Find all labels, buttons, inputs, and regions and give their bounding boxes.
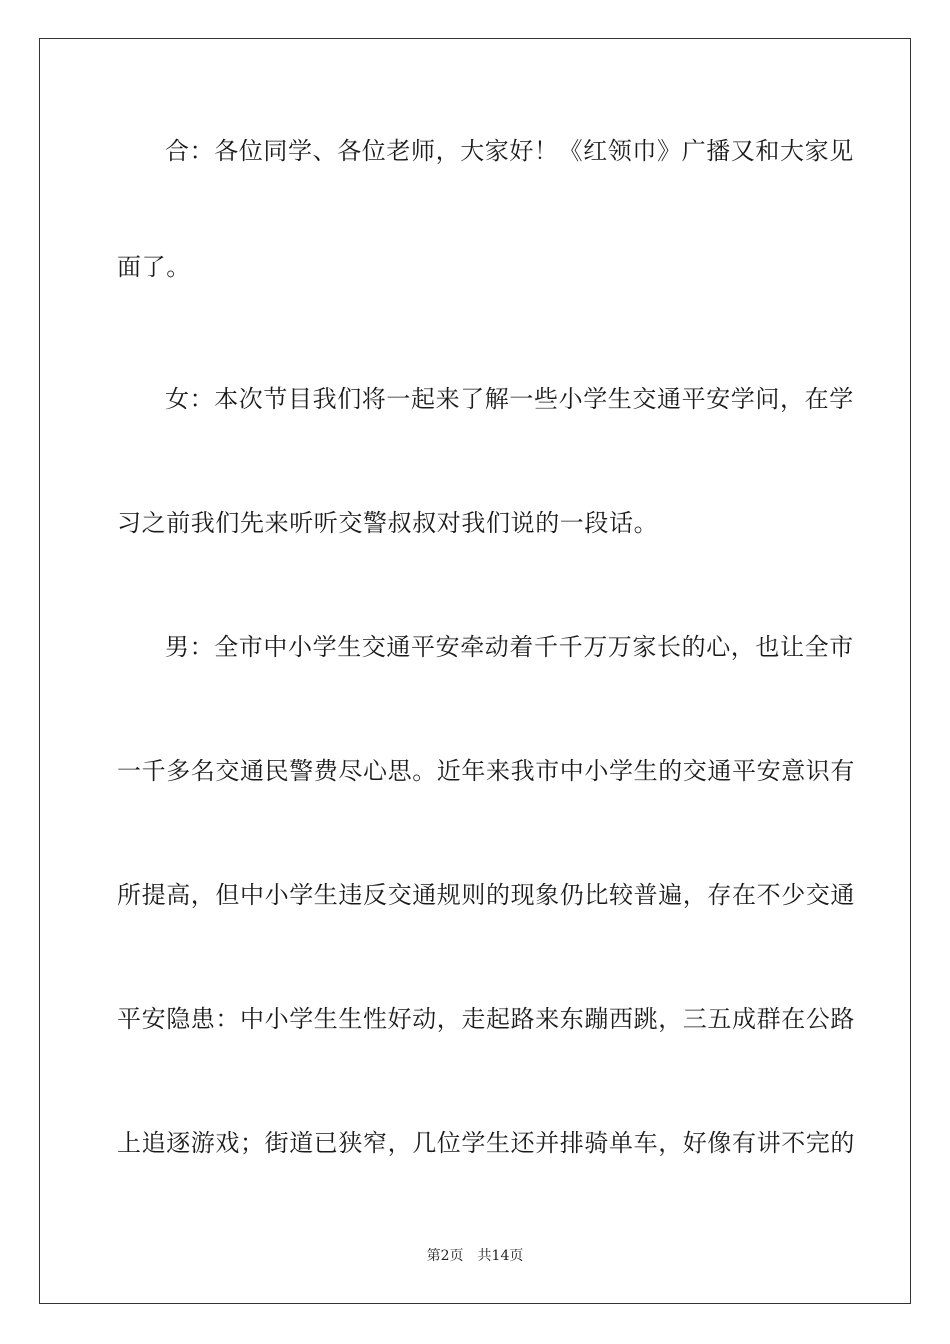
text-line: 习之前我们先来听听交警叔叔对我们说的一段话。 <box>117 509 659 537</box>
text-line: 一千多名交通民警费尽心思。近年来我市中小学生的交通平安意识有 <box>117 757 855 785</box>
text-line: 平安隐患：中小学生生性好动，走起路来东蹦西跳，三五成群在公路 <box>117 1005 855 1033</box>
text-line: 男：全市中小学生交通平安牵动着千千万万家长的心，也让全市 <box>165 633 854 661</box>
page-border <box>39 38 911 1304</box>
text-line: 所提高，但中小学生违反交通规则的现象仍比较普遍，存在不少交通 <box>117 881 855 909</box>
page-number: 第2页 <box>426 1248 464 1264</box>
text-line: 合：各位同学、各位老师，大家好！《红领巾》广播又和大家见 <box>165 137 854 165</box>
text-line: 女：本次节目我们将一起来了解一些小学生交通平安学问，在学 <box>165 385 854 413</box>
text-line: 上追逐游戏；街道已狭窄，几位学生还并排骑单车，好像有讲不完的 <box>117 1129 855 1157</box>
text-line: 面了。 <box>117 253 191 281</box>
page-total: 共14页 <box>477 1248 524 1264</box>
page-footer <box>0 1247 950 1265</box>
